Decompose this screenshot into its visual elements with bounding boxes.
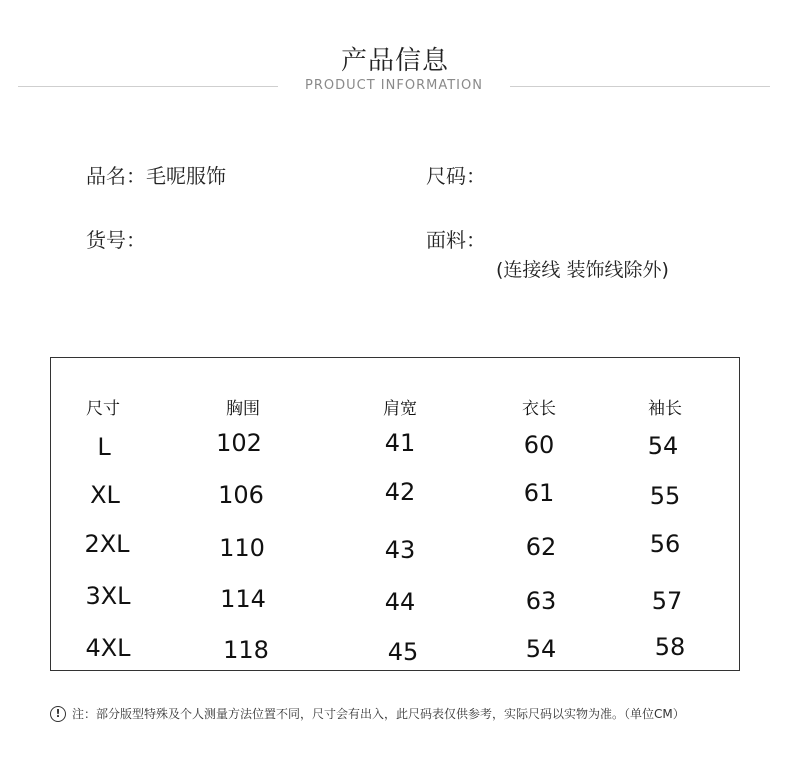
header-shoulder: 肩宽 bbox=[383, 399, 417, 419]
header-length: 衣长 bbox=[522, 399, 556, 419]
chest-cell: 114 bbox=[220, 585, 266, 613]
subtitle-row bbox=[18, 78, 770, 98]
right-divider bbox=[510, 86, 770, 87]
header-size: 尺寸 bbox=[86, 399, 120, 419]
sleeve-cell: 54 bbox=[647, 432, 679, 460]
shoulder-cell: 43 bbox=[384, 536, 416, 564]
length-cell: 60 bbox=[523, 431, 555, 459]
length-cell: 62 bbox=[525, 533, 557, 561]
length-cell: 54 bbox=[525, 635, 557, 663]
fabric-label: 面料： bbox=[426, 228, 486, 252]
shoulder-cell: 45 bbox=[387, 638, 419, 666]
page-subtitle: PRODUCT INFORMATION bbox=[305, 78, 483, 93]
chest-cell: 110 bbox=[219, 534, 265, 562]
product-name-value: 毛呢服饰 bbox=[146, 164, 226, 188]
shoulder-cell: 44 bbox=[384, 588, 416, 616]
sleeve-cell: 56 bbox=[649, 530, 681, 558]
product-name bbox=[86, 160, 226, 189]
chest-cell: 102 bbox=[216, 429, 262, 457]
size-note-text: 注：部分版型特殊及个人测量方法位置不同，尺寸会有出入，此尺码表仅供参考，实际尺码以实物为准。（单位CM） bbox=[72, 707, 685, 721]
shoulder-cell: 42 bbox=[384, 478, 416, 506]
size-cell: 3XL bbox=[85, 582, 131, 610]
header-sleeve: 袖长 bbox=[648, 399, 682, 419]
sleeve-cell: 58 bbox=[654, 633, 686, 661]
sleeve-cell: 57 bbox=[651, 587, 683, 615]
sleeve-cell: 55 bbox=[649, 482, 681, 510]
size-note bbox=[50, 705, 770, 727]
size-cell: 2XL bbox=[84, 530, 130, 558]
header-chest: 胸围 bbox=[226, 399, 260, 419]
size-label: 尺码： bbox=[426, 164, 486, 188]
size-table bbox=[50, 357, 740, 671]
chest-cell: 106 bbox=[218, 481, 264, 509]
size-cell: 4XL bbox=[85, 634, 131, 662]
info-circle-icon: ! bbox=[50, 706, 66, 722]
chest-cell: 118 bbox=[223, 636, 269, 664]
page-title: 产品信息 bbox=[340, 46, 449, 76]
fabric-note: (连接线 装饰线除外) bbox=[496, 259, 669, 281]
shoulder-cell: 41 bbox=[384, 429, 416, 457]
size-cell: L bbox=[97, 433, 111, 461]
size-cell: XL bbox=[90, 481, 120, 509]
product-name-label: 品名： bbox=[86, 164, 146, 188]
item-no-label: 货号： bbox=[86, 228, 146, 252]
length-cell: 61 bbox=[523, 479, 555, 507]
length-cell: 63 bbox=[525, 587, 557, 615]
